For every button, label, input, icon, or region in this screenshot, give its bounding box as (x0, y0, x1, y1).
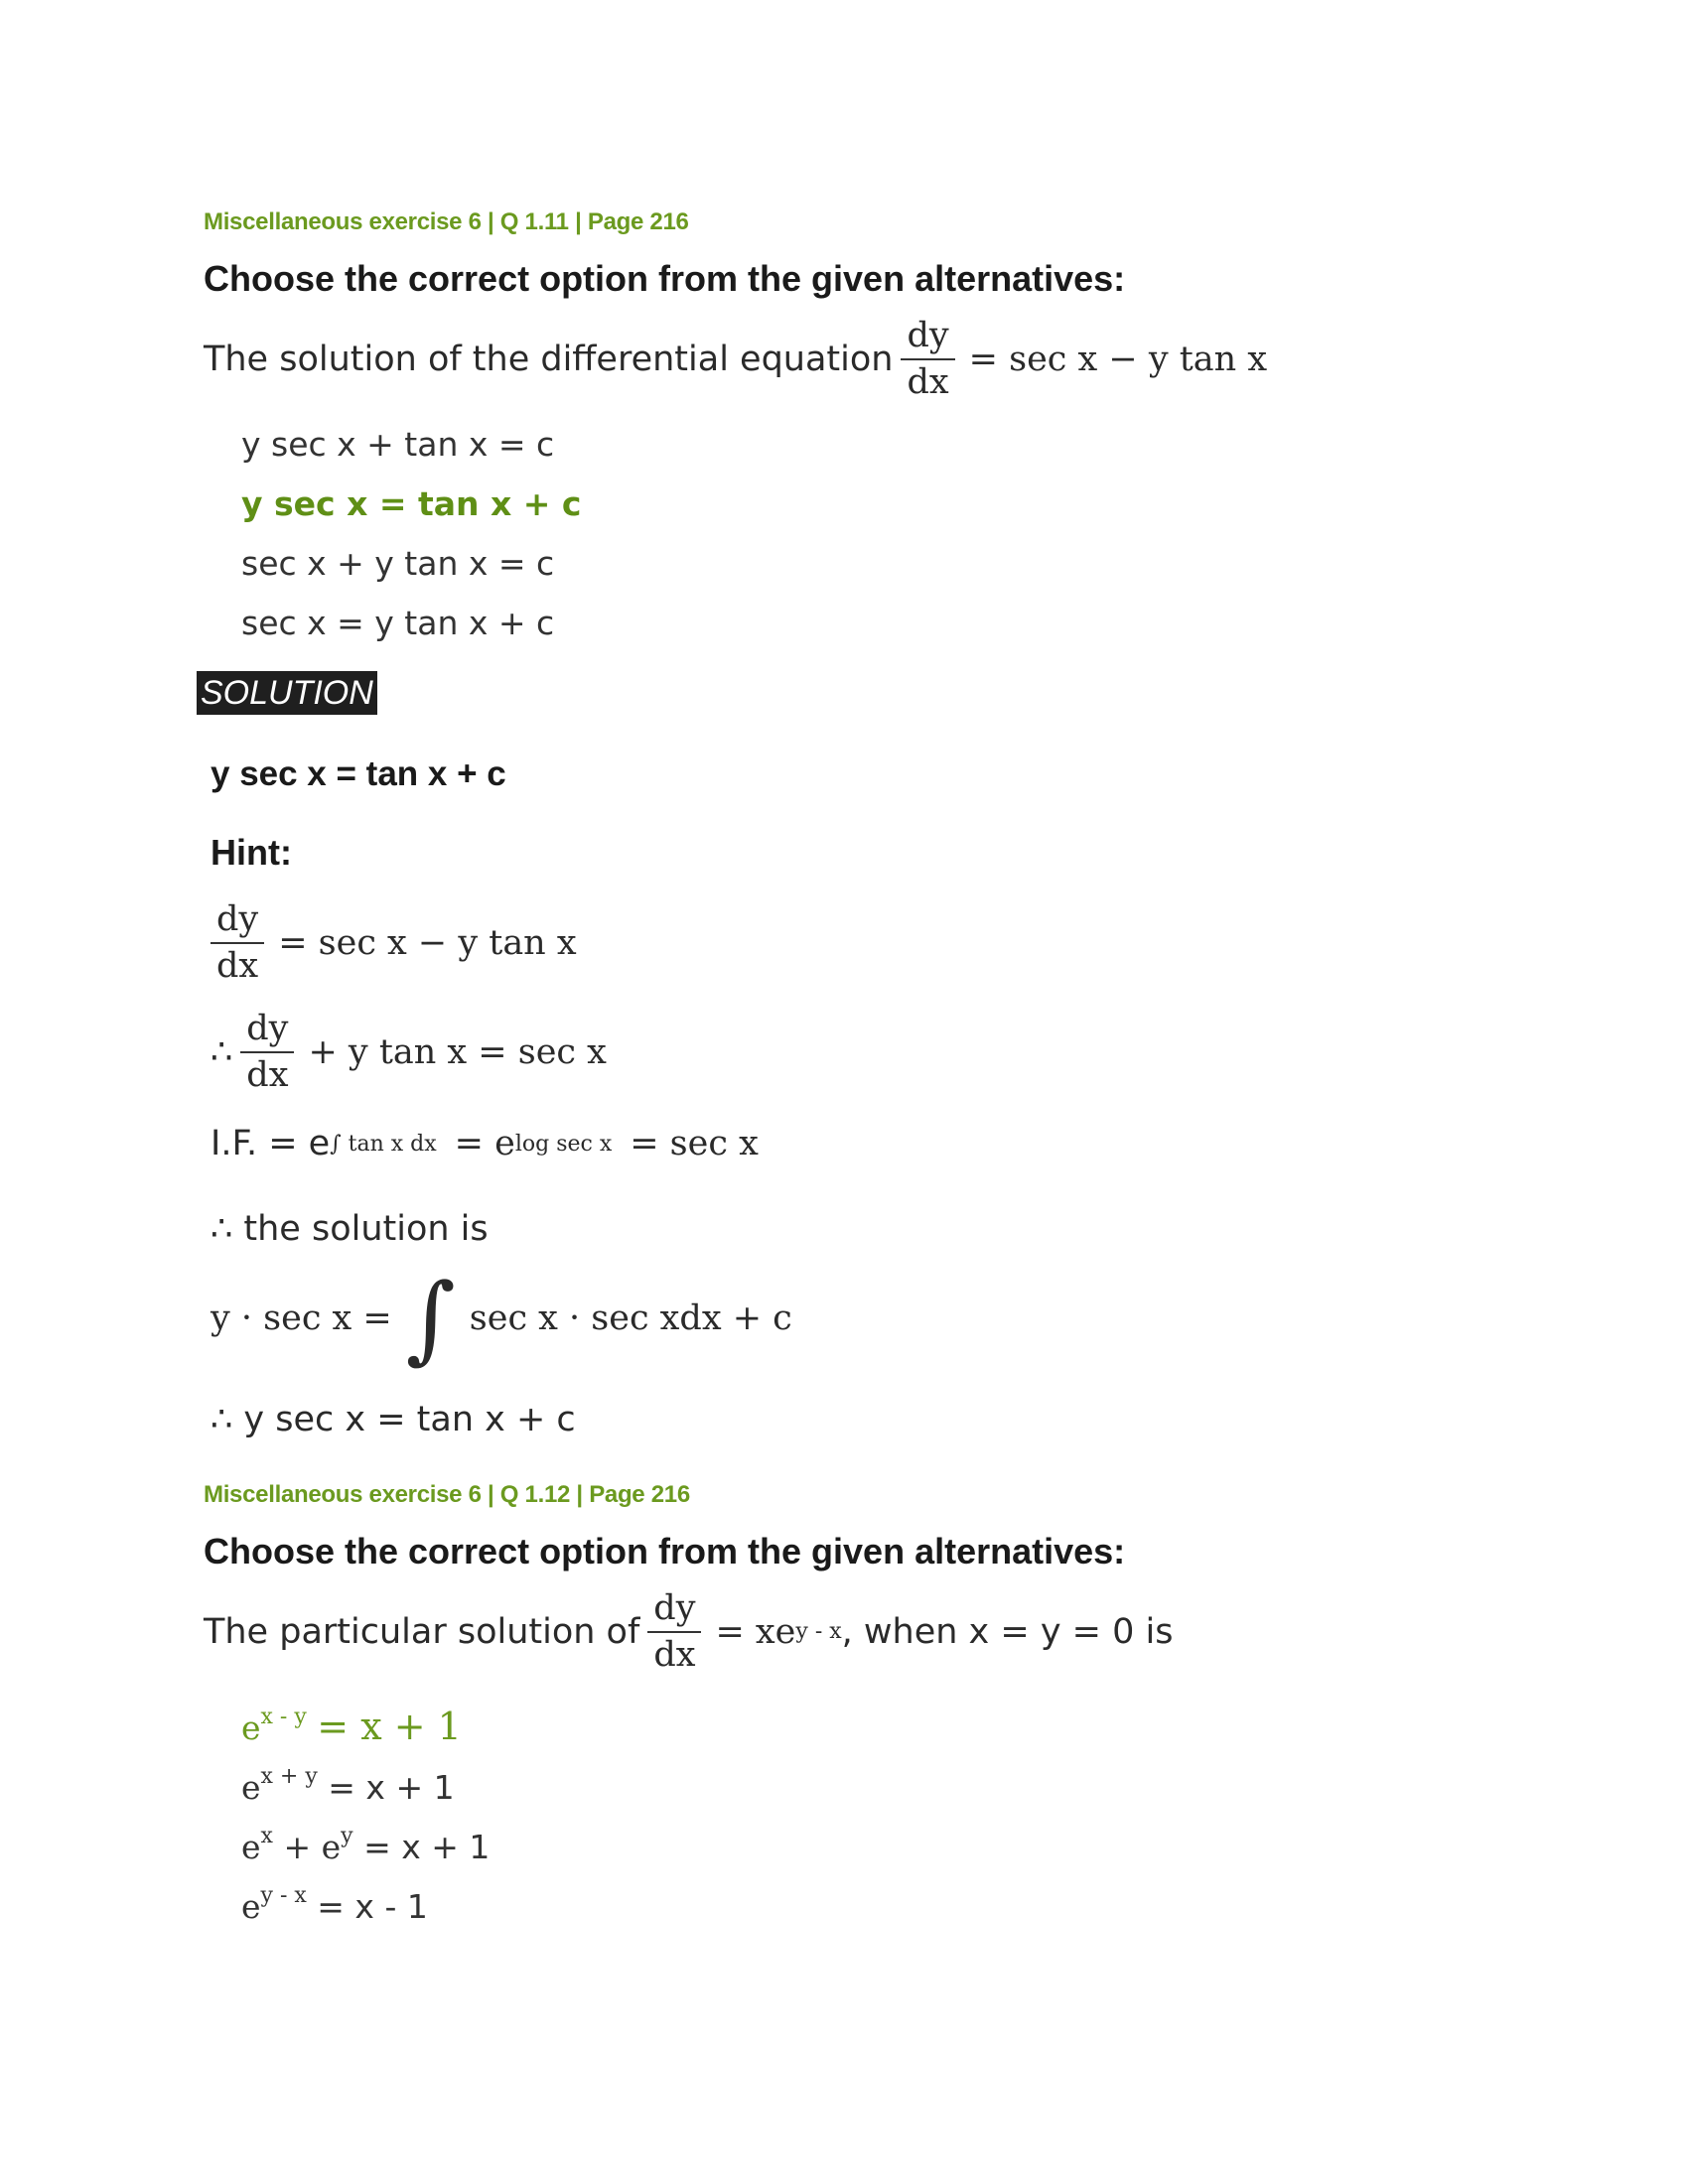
hint-label: Hint: (211, 832, 292, 873)
option-a-correct[interactable] (241, 1688, 1494, 1747)
if-label: I.F. = e (211, 1124, 331, 1163)
hint-step-2 (211, 1011, 607, 1094)
fraction-denominator: dx (246, 1054, 289, 1095)
if-eq-2: = sec x (630, 1124, 759, 1163)
fraction-numerator: dy (211, 901, 264, 944)
option-base: e (241, 1767, 261, 1807)
question-meta: Miscellaneous exercise 6 | Q 1.11 | Page 216 (204, 208, 689, 235)
option-rest: = x - 1 (317, 1886, 428, 1926)
final-answer-line (211, 1400, 576, 1439)
option-exponent: x - y (260, 1704, 307, 1729)
option-base: e (241, 1707, 261, 1747)
option-b-correct[interactable]: y sec x = tan x + c (241, 483, 582, 523)
fraction-denominator: dx (653, 1634, 696, 1675)
fraction-numerator: dy (901, 318, 954, 360)
step-rhs: + y tan x = sec x (308, 1031, 607, 1072)
hint-step-1 (211, 901, 577, 985)
question-statement (204, 1590, 1494, 1674)
therefore-text: ∴ the solution is (211, 1209, 489, 1249)
option-b[interactable] (241, 1747, 1494, 1807)
derivative-fraction (240, 1011, 294, 1094)
option-exponent-2: y (341, 1823, 353, 1848)
therefore-solution-text (211, 1209, 489, 1249)
fraction-denominator: dx (216, 945, 259, 986)
option-exponent: x (260, 1823, 273, 1848)
statement-rhs: = sec x − y tan x (968, 339, 1268, 379)
derivative-fraction (211, 901, 264, 985)
integrating-factor-line (211, 1124, 759, 1163)
option-a[interactable]: y sec x + tan x = c (241, 424, 555, 464)
statement-text: The solution of the differential equation (204, 339, 894, 379)
question-prompt: Choose the correct option from the given alternatives: (204, 258, 1126, 299)
if-eq-1: = e (454, 1124, 515, 1163)
option-rest: = x + 1 (317, 1704, 462, 1748)
derivative-fraction (901, 318, 954, 401)
integral-rhs: sec x · sec xdx + c (469, 1298, 792, 1338)
question-prompt: Choose the correct option from the given alternatives: (204, 1531, 1126, 1571)
statement-rhs-base: = xe (715, 1611, 796, 1652)
fraction-numerator: dy (647, 1590, 701, 1633)
therefore-symbol: ∴ (211, 1031, 233, 1072)
question-2 (204, 1481, 1494, 1926)
question-statement (204, 318, 1494, 401)
statement-tail: , when x = y = 0 is (841, 1611, 1174, 1652)
question-meta: Miscellaneous exercise 6 | Q 1.12 | Page 216 (204, 1481, 690, 1508)
solution-answer: y sec x = tan x + c (211, 754, 506, 793)
option-base: e (241, 1827, 261, 1866)
statement-rhs-exponent: y - x (795, 1619, 842, 1645)
integral-line (211, 1263, 792, 1374)
option-rest: = x + 1 (363, 1827, 491, 1866)
integral-lhs: y · sec x = (211, 1298, 392, 1338)
option-rest: = x + 1 (328, 1767, 455, 1807)
fraction-denominator: dx (907, 361, 949, 402)
statement-text: The particular solution of (204, 1611, 640, 1652)
option-d[interactable] (241, 1866, 1494, 1926)
option-base: e (241, 1886, 261, 1926)
option-mid: + e (283, 1827, 342, 1866)
option-c[interactable]: sec x + y tan x = c (241, 543, 555, 583)
step-rhs: = sec x − y tan x (278, 922, 577, 963)
option-c[interactable] (241, 1807, 1494, 1866)
integral-sign: ∫ (405, 1263, 456, 1374)
options-list (204, 1688, 1494, 1926)
if-exponent-2: log sec x (514, 1131, 613, 1157)
derivative-fraction (647, 1590, 701, 1674)
solution-tag[interactable]: SOLUTION (197, 671, 377, 715)
option-exponent: y - x (260, 1882, 307, 1908)
final-answer: ∴ y sec x = tan x + c (211, 1400, 576, 1439)
options-list (204, 415, 1494, 653)
if-exponent-1: ∫ tan x dx (330, 1131, 437, 1157)
fraction-numerator: dy (240, 1011, 294, 1053)
option-exponent: x + y (260, 1763, 318, 1789)
question-1 (204, 208, 1494, 653)
option-d[interactable]: sec x = y tan x + c (241, 603, 555, 642)
